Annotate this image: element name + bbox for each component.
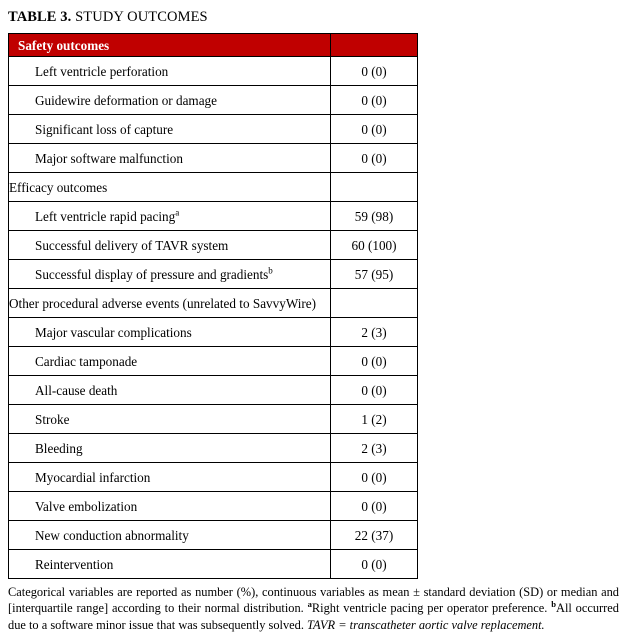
row-label: Myocardial infarction [9, 463, 331, 492]
row-label: Left ventricle perforation [9, 57, 331, 86]
table-row [9, 115, 418, 144]
footnote-abbreviation: TAVR = transcatheter aortic valve replacement. [307, 617, 545, 632]
footnote-superscript-a: a [307, 599, 312, 610]
row-label: New conduction abnormality [9, 521, 331, 550]
footnote-part-3: All occurred due to a software minor issue that was subsequently solved. [8, 601, 619, 632]
table-row [9, 521, 418, 550]
row-label: Cardiac tamponade [9, 347, 331, 376]
table-row [9, 550, 418, 579]
row-value: 0 (0) [331, 57, 418, 86]
table-row [9, 86, 418, 115]
table-row [9, 405, 418, 434]
row-label: Guidewire deformation or damage [9, 86, 331, 115]
row-value: 60 (100) [331, 231, 418, 260]
row-label: All-cause death [9, 376, 331, 405]
row-label: Bleeding [9, 434, 331, 463]
row-value: 0 (0) [331, 86, 418, 115]
table-body [9, 34, 418, 579]
table-number: TABLE 3. [8, 9, 72, 25]
row-label: Stroke [9, 405, 331, 434]
table-row [9, 463, 418, 492]
row-value: 57 (95) [331, 260, 418, 289]
table-row [9, 492, 418, 521]
table-row [9, 347, 418, 376]
table-row [9, 144, 418, 173]
row-label: Valve embolization [9, 492, 331, 521]
table-title [8, 8, 618, 26]
row-value: 2 (3) [331, 434, 418, 463]
row-value: 2 (3) [331, 318, 418, 347]
row-label: Reintervention [9, 550, 331, 579]
section-header-value [331, 173, 418, 202]
row-label: Major vascular complications [9, 318, 331, 347]
table-row [9, 231, 418, 260]
section-header-label: Safety outcomes [9, 34, 331, 57]
footnote-part-1: Categorical variables are reported as number (%), continuous variables as mean ± standard deviation (SD) or median and [interquartile range] according to their normal distribution. [8, 585, 619, 616]
row-label: Successful delivery of TAVR system [9, 231, 331, 260]
section-header-value [331, 34, 418, 57]
row-value: 0 (0) [331, 463, 418, 492]
row-value: 0 (0) [331, 376, 418, 405]
table-row [9, 260, 418, 289]
row-value: 22 (37) [331, 521, 418, 550]
row-label: Left ventricle rapid pacing$^a$ [9, 202, 331, 231]
table-row [9, 173, 418, 202]
row-value: 0 (0) [331, 144, 418, 173]
table-row [9, 376, 418, 405]
row-value: 59 (98) [331, 202, 418, 231]
row-label: Successful display of pressure and gradients$^b$ [9, 260, 331, 289]
section-header-label: Other procedural adverse events (unrelated to SavvyWire) [9, 289, 331, 318]
row-label: Significant loss of capture [9, 115, 331, 144]
row-value: 0 (0) [331, 550, 418, 579]
table-row [9, 318, 418, 347]
footnote-part-2: Right ventricle pacing per operator preference. [311, 601, 552, 616]
row-value: 0 (0) [331, 347, 418, 376]
table-row [9, 289, 418, 318]
table-row [9, 57, 418, 86]
row-label-superscript: a [175, 207, 180, 218]
row-value: 1 (2) [331, 405, 418, 434]
table-footnote [8, 584, 619, 633]
row-value: 0 (0) [331, 492, 418, 521]
row-value: 0 (0) [331, 115, 418, 144]
row-label-superscript: b [268, 265, 273, 276]
table-row [9, 202, 418, 231]
table-row [9, 434, 418, 463]
row-label: Major software malfunction [9, 144, 331, 173]
table-row [9, 34, 418, 57]
footnote-superscript-b: b [551, 599, 556, 610]
table-title-label: STUDY OUTCOMES [75, 9, 208, 25]
section-header-value [331, 289, 418, 318]
section-header-label: Efficacy outcomes [9, 173, 331, 202]
study-outcomes-table [8, 33, 418, 579]
